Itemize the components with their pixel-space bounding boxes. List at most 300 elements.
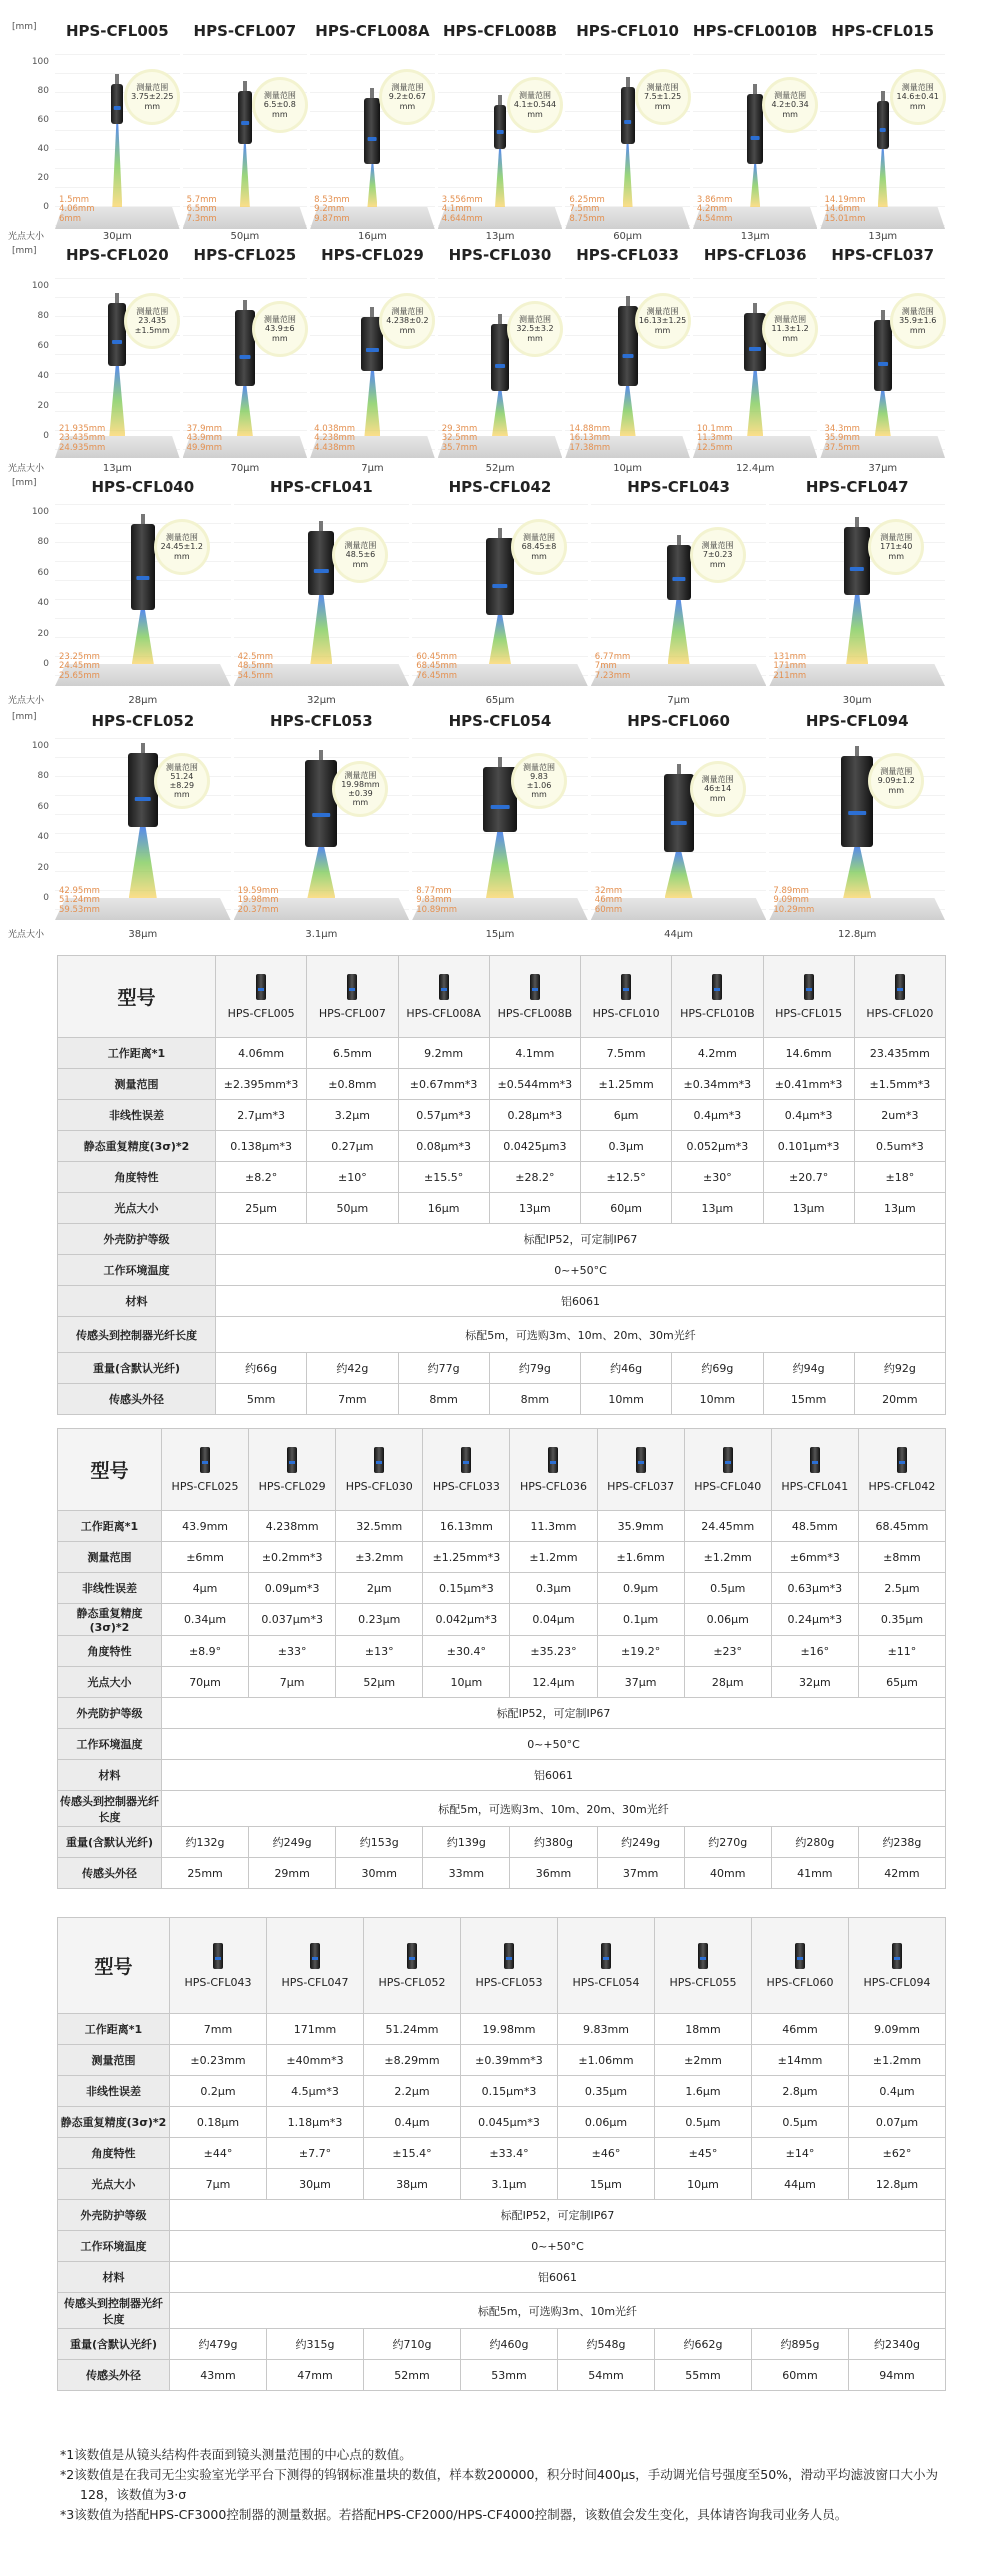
light-beam-icon (489, 615, 511, 664)
working-distance-value: 4.438mm (314, 443, 356, 454)
spec-value: 53mm (461, 2360, 558, 2391)
spec-value: 0.34μm (162, 1604, 249, 1636)
sensor-thumbnail-icon (548, 1447, 558, 1473)
model-cell (249, 1429, 336, 1511)
working-distance-labels (59, 425, 105, 454)
light-beam-icon (367, 164, 377, 207)
y-axis-tick: 60 (37, 115, 49, 125)
y-axis (10, 478, 55, 706)
y-axis-unit: [mm] (12, 246, 37, 256)
panel-plot (565, 278, 690, 458)
model-name: HPS-CFL042 (868, 1479, 936, 1493)
working-distance-value: 34.3mm (824, 423, 860, 434)
sensor-head-icon (238, 91, 252, 144)
range-text: 51.24 (170, 771, 194, 781)
y-axis-tick: 20 (37, 173, 49, 183)
working-distance-value: 10.29mm (773, 905, 815, 916)
spec-value: ±1.2mm (849, 2045, 946, 2076)
light-beam-icon (623, 144, 633, 207)
row-label: 重量(含默认光纤) (58, 1353, 216, 1384)
spec-value: 0.07μm (849, 2107, 946, 2138)
spec-value: 30mm (336, 1858, 423, 1889)
range-text: 7.5±1.25 (643, 92, 682, 102)
panel-model-name: HPS-CFL033 (576, 246, 679, 264)
spec-value: ±14° (752, 2138, 849, 2169)
working-distance-value: 23.435mm (59, 433, 106, 444)
spec-value: 7mm (170, 2014, 267, 2045)
light-beam-icon (875, 391, 891, 436)
sensor-thumbnail-icon (698, 1943, 708, 1969)
spec-value: 0.045μm*3 (461, 2107, 558, 2138)
spec-value: 10mm (672, 1384, 763, 1415)
y-axis (10, 712, 55, 940)
working-distance-value: 14.6mm (824, 204, 860, 215)
spec-value: 0.2μm (170, 2076, 267, 2107)
range-text: 68.45±8 (521, 542, 557, 552)
spec-value: 0.4μm*3 (763, 1100, 854, 1131)
model-name: HPS-CFL036 (519, 1479, 587, 1493)
spec-value: 25μm (216, 1193, 307, 1224)
range-text: mm (709, 559, 726, 569)
range-text: 测量范围 (880, 767, 913, 777)
working-distance-labels (595, 653, 631, 682)
range-text: 测量范围 (344, 541, 377, 551)
y-axis-tick: 80 (37, 86, 49, 96)
panel-plot (820, 278, 945, 458)
sensor-panel (438, 246, 563, 474)
spec-value: 25mm (162, 1858, 249, 1889)
y-axis-tick: 40 (37, 832, 49, 843)
model-name: HPS-CFL037 (607, 1479, 675, 1493)
measurement-range-bubble (255, 304, 305, 354)
working-distance-value: 76.45mm (416, 671, 458, 682)
working-distance-labels (314, 196, 350, 225)
range-text: 测量范围 (391, 307, 424, 317)
y-axis-tick: 20 (37, 862, 49, 873)
spec-value: 48.5mm (771, 1511, 858, 1542)
spec-value: ±0.2mm*3 (249, 1542, 336, 1573)
sensor-thumbnail-icon (892, 1943, 902, 1969)
spec-value: 0.5μm (752, 2107, 849, 2138)
spot-size-value: 7μm (667, 695, 690, 706)
model-label: 型号 (58, 1429, 162, 1511)
panel-strip (55, 22, 945, 242)
spot-size-value: 37μm (868, 463, 898, 474)
spec-value: 2.2μm (364, 2076, 461, 2107)
model-cell (170, 1918, 267, 2014)
spec-value: 52mm (364, 2360, 461, 2391)
spot-size-value: 50μm (230, 231, 260, 242)
panel-model-name: HPS-CFL0010B (692, 22, 818, 40)
shared-spec-value: 0~+50°C (162, 1729, 946, 1760)
spec-value: 0.35μm (558, 2076, 655, 2107)
spec-value: 约46g (581, 1353, 672, 1384)
panel-plot (591, 504, 767, 686)
sensor-thumbnail-icon (213, 1943, 223, 1969)
spec-value: 0.08μm*3 (398, 1131, 489, 1162)
row-label: 传感头外径 (58, 2360, 170, 2391)
spec-value: ±8.2° (216, 1162, 307, 1193)
model-label: 型号 (58, 956, 216, 1038)
measurement-range-bubble (514, 756, 564, 806)
spot-size-value: 13μm (485, 231, 515, 242)
light-beam-icon (132, 610, 154, 664)
row-label: 材料 (58, 1286, 216, 1317)
working-distance-labels (773, 653, 806, 682)
spec-value: 13μm (672, 1193, 763, 1224)
shared-spec-value: 铝6061 (162, 1760, 946, 1791)
light-beam-icon (364, 371, 380, 436)
working-distance-value: 23.25mm (59, 651, 100, 662)
working-distance-value: 51.24mm (59, 895, 100, 906)
range-text: 11.3±1.2 (771, 324, 809, 334)
row-label: 测量范围 (58, 1542, 162, 1573)
spec-value: 4.2mm (672, 1038, 763, 1069)
spot-size-value: 13μm (740, 231, 770, 242)
range-text: mm (709, 793, 726, 803)
spec-value: 4.1mm (489, 1038, 580, 1069)
range-text: mm (531, 790, 547, 800)
range-text: 测量范围 (774, 315, 807, 325)
light-beam-icon (486, 832, 514, 898)
panel-model-name: HPS-CFL053 (270, 712, 373, 730)
model-name: HPS-CFL015 (775, 1006, 843, 1020)
spec-value: ±1.2mm (510, 1542, 597, 1573)
spec-value: 37μm (597, 1667, 684, 1698)
row-label: 传感头到控制器光纤长度 (58, 2293, 170, 2329)
working-distance-labels (697, 425, 733, 454)
working-distance-value: 4.644mm (441, 214, 483, 225)
row-label: 角度特性 (58, 2138, 170, 2169)
range-text: mm (272, 333, 288, 343)
panel-plot (565, 54, 690, 229)
spec-value: ±1.25mm*3 (423, 1542, 510, 1573)
spec-value: 约2340g (849, 2329, 946, 2360)
working-distance-value: 68.45mm (416, 661, 458, 672)
working-distance-value: 32mm (594, 885, 623, 896)
spec-value: 16μm (398, 1193, 489, 1224)
panel-model-name: HPS-CFL054 (448, 712, 552, 730)
model-name: HPS-CFL010B (680, 1006, 755, 1020)
light-beam-icon (237, 386, 253, 436)
light-beam-icon (620, 386, 636, 436)
range-text: 测量范围 (136, 307, 169, 317)
shared-spec-value: 标配IP52，可定制IP67 (162, 1698, 946, 1729)
spot-size-value: 10μm (613, 463, 643, 474)
working-distance-labels (442, 196, 483, 225)
spec-value: 1.18μm*3 (267, 2107, 364, 2138)
working-distance-labels (442, 425, 478, 454)
sensor-thumbnail-icon (601, 1943, 611, 1969)
row-label: 材料 (58, 1760, 162, 1791)
panel-plot (234, 738, 410, 920)
panel-plot (310, 54, 435, 229)
spec-value: ±18° (854, 1162, 945, 1193)
spec-row (58, 1573, 946, 1604)
spec-value: 约280g (771, 1827, 858, 1858)
shared-spec-value: 标配5m，可选购3m、10m光纤 (170, 2293, 946, 2329)
spec-value: ±14mm (752, 2045, 849, 2076)
range-text: mm (174, 790, 190, 800)
working-distance-value: 4.2mm (696, 204, 727, 215)
working-distance-labels (416, 887, 457, 916)
spec-value: 约132g (162, 1827, 249, 1858)
sensor-thumbnail-icon (795, 1943, 805, 1969)
y-axis-tick: 100 (31, 281, 49, 291)
spec-value: 13μm (763, 1193, 854, 1224)
sensor-head-icon (235, 310, 255, 386)
y-axis-tick: 80 (37, 311, 49, 321)
light-beam-icon (750, 164, 760, 207)
light-beam-icon (240, 144, 250, 207)
spec-value: 0.4μm (849, 2076, 946, 2107)
working-distance-value: 59.53mm (59, 905, 100, 916)
spec-value: ±0.8mm (307, 1069, 398, 1100)
model-name: HPS-CFL007 (318, 1006, 386, 1020)
panel-plot (55, 278, 180, 458)
y-axis-tick: 40 (37, 371, 49, 381)
sensor-panel (55, 22, 180, 242)
spec-table (57, 1917, 946, 2391)
spec-value: 9.83mm (558, 2014, 655, 2045)
spec-value: 0.9μm (597, 1573, 684, 1604)
spec-value: 2.7μm*3 (216, 1100, 307, 1131)
spec-value: 9.09mm (849, 2014, 946, 2045)
sensor-thumbnail-icon (530, 974, 540, 1000)
spec-value: 54mm (558, 2360, 655, 2391)
panel-model-name: HPS-CFL052 (91, 712, 195, 730)
panel-model-name: HPS-CFL040 (91, 478, 195, 496)
spec-value: ±0.23mm (170, 2045, 267, 2076)
spec-value: ±6mm (162, 1542, 249, 1573)
spec-value: 约895g (752, 2329, 849, 2360)
range-text: 9.09±1.2 (877, 776, 915, 786)
spec-value: 约249g (249, 1827, 336, 1858)
model-name: HPS-CFL052 (378, 1975, 446, 1989)
spot-size-label: 光点大小 (8, 464, 45, 474)
spec-value: 0.04μm (510, 1604, 597, 1636)
y-axis-tick: 40 (37, 144, 49, 154)
light-beam-icon (307, 847, 335, 898)
range-text: mm (527, 109, 543, 119)
spec-value: 0.18μm (170, 2107, 267, 2138)
shared-spec-row (58, 1698, 946, 1729)
spec-value: 0.35μm (858, 1604, 945, 1636)
spec-value: ±44° (170, 2138, 267, 2169)
model-cell (162, 1429, 249, 1511)
shared-spec-value: 标配IP52，可定制IP67 (170, 2200, 946, 2231)
measurement-range-bubble (765, 80, 815, 130)
spot-size-value: 65μm (485, 695, 515, 706)
spec-row (58, 2014, 946, 2045)
spec-value: 43mm (170, 2360, 267, 2391)
row-label: 角度特性 (58, 1636, 162, 1667)
panel-model-name: HPS-CFL037 (831, 246, 935, 264)
spot-size-value: 16μm (358, 231, 387, 242)
spec-value: 约92g (854, 1353, 945, 1384)
y-axis-tick: 20 (37, 628, 49, 639)
model-cell (267, 1918, 364, 2014)
spec-value: ±8.29mm (364, 2045, 461, 2076)
panel-plot (438, 54, 563, 229)
spec-value: 2um*3 (854, 1100, 945, 1131)
panel-model-name: HPS-CFL010 (576, 22, 679, 40)
row-label: 光点大小 (58, 2169, 170, 2200)
range-text: 23.435 (138, 316, 167, 326)
model-cell (398, 956, 489, 1038)
spec-value: 33mm (423, 1858, 510, 1889)
working-distance-value: 46mm (594, 895, 623, 906)
spec-value: 52μm (336, 1667, 423, 1698)
sensor-head-icon (877, 101, 889, 149)
spec-value: ±62° (849, 2138, 946, 2169)
range-text: 测量范围 (901, 83, 934, 93)
working-distance-value: 32.5mm (441, 433, 478, 444)
sensor-thumbnail-icon (636, 1447, 646, 1473)
range-text: 测量范围 (523, 533, 556, 543)
light-beam-icon (668, 600, 690, 664)
spec-value: 约139g (423, 1827, 510, 1858)
sensor-head-icon (494, 105, 506, 149)
spec-value: 约238g (858, 1827, 945, 1858)
chart-row (8, 22, 945, 242)
row-label: 工作环境温度 (58, 2231, 170, 2262)
range-text: 测量范围 (391, 83, 424, 93)
sensor-head-icon (131, 524, 155, 610)
sensor-thumbnail-icon (723, 1447, 733, 1473)
footnote: *1该数值是从镜头结构件表面到镜头测量范围的中心点的数值。 (60, 2447, 412, 2462)
spot-size-value: 32μm (306, 695, 336, 706)
spec-value: 0.06μm (558, 2107, 655, 2138)
spec-value: 0.28μm*3 (489, 1100, 580, 1131)
y-axis-tick: 0 (43, 431, 49, 441)
sensor-panel (591, 712, 767, 940)
working-distance-labels (59, 653, 100, 682)
spec-value: ±13° (336, 1636, 423, 1667)
measurement-range-bubble (510, 80, 560, 130)
shared-spec-row (58, 1255, 946, 1286)
sensor-panel (310, 22, 435, 242)
panel-plot (55, 738, 231, 920)
spec-value: 约460g (461, 2329, 558, 2360)
model-cell (336, 1429, 423, 1511)
spec-value: 0.052μm*3 (672, 1131, 763, 1162)
range-text: mm (399, 325, 416, 335)
sensor-head-icon (664, 774, 694, 852)
spec-value: ±33.4° (461, 2138, 558, 2169)
measurement-range-bubble (693, 530, 743, 580)
spec-value: 3.1μm (461, 2169, 558, 2200)
light-beam-icon (495, 149, 505, 207)
spec-value: ±1.5mm*3 (854, 1069, 945, 1100)
working-distance-value: 7.23mm (594, 671, 631, 682)
working-distance-value: 21.935mm (59, 423, 106, 434)
spec-value: 46mm (752, 2014, 849, 2045)
shared-spec-value: 0~+50°C (170, 2231, 946, 2262)
row-label: 外壳防护等级 (58, 1698, 162, 1729)
row-label: 非线性误差 (58, 2076, 170, 2107)
sensor-head-icon (667, 545, 691, 600)
spec-value: 32μm (771, 1667, 858, 1698)
model-cell (655, 1918, 752, 2014)
working-distance-value: 131mm (773, 651, 807, 662)
model-name: HPS-CFL020 (866, 1006, 934, 1020)
spot-size-value: 13μm (102, 463, 132, 474)
working-distance-labels (238, 887, 279, 916)
working-distance-value: 49.9mm (186, 443, 223, 454)
spec-value: 0.0425μm3 (489, 1131, 580, 1162)
spec-value: 15μm (558, 2169, 655, 2200)
range-text: ±1.5mm (134, 325, 170, 335)
range-text: mm (782, 109, 798, 119)
panel-plot (693, 54, 818, 229)
shared-spec-row (58, 1224, 946, 1255)
y-axis-tick: 60 (37, 341, 49, 351)
model-label: 型号 (58, 1918, 170, 2014)
sensor-panel (412, 478, 588, 706)
y-axis-tick: 40 (37, 598, 49, 609)
light-beam-icon (492, 391, 508, 436)
row-label: 静态重复精度(3σ)*2 (58, 1604, 162, 1636)
spec-row (58, 2076, 946, 2107)
row-label: 光点大小 (58, 1667, 162, 1698)
spec-value: ±8.9° (162, 1636, 249, 1667)
sensor-head-icon (618, 306, 638, 386)
panel-plot (234, 504, 410, 686)
working-distance-value: 7.89mm (773, 885, 809, 896)
y-axis-unit: [mm] (12, 478, 37, 488)
sensor-head-icon (486, 538, 514, 615)
shared-spec-row (58, 2293, 946, 2329)
spec-value: 约42g (307, 1353, 398, 1384)
sensor-thumbnail-icon (439, 974, 449, 1000)
spec-value: ±0.67mm*3 (398, 1069, 489, 1100)
spec-row (58, 1353, 946, 1384)
model-name: HPS-CFL040 (694, 1479, 762, 1493)
model-name: HPS-CFL033 (432, 1479, 500, 1493)
spec-value: ±1.6mm (597, 1542, 684, 1573)
sensor-panel (310, 246, 435, 474)
working-distance-value: 17.38mm (569, 443, 611, 454)
light-beam-icon (112, 124, 122, 207)
range-text: 测量范围 (646, 83, 679, 93)
range-text: 16.13±1.25 (638, 316, 687, 326)
spec-value: ±11° (858, 1636, 945, 1667)
range-text: mm (352, 798, 369, 808)
working-distance-value: 3.86mm (696, 194, 733, 205)
y-axis-tick: 60 (37, 801, 49, 812)
spec-value: 13μm (854, 1193, 945, 1224)
model-cell (771, 1429, 858, 1511)
model-cell (423, 1429, 510, 1511)
range-text: mm (909, 325, 926, 335)
model-cell (684, 1429, 771, 1511)
footnotes (60, 2445, 940, 2525)
footnote: *3该数值为搭配HPS-CF3000控制器的测量数据。若搭配HPS-CF2000/HPS-CF4000控制器，该数值会发生变化，具体请咨询我司业务人员。 (60, 2507, 848, 2522)
working-distance-labels (569, 196, 605, 225)
spec-value: 0.09μm*3 (249, 1573, 336, 1604)
working-distance-labels (238, 653, 274, 682)
panel-model-name: HPS-CFL043 (627, 478, 730, 496)
sensor-panel (693, 22, 818, 242)
row-label: 材料 (58, 2262, 170, 2293)
range-text: 测量范围 (901, 307, 934, 317)
spec-value: 29mm (249, 1858, 336, 1889)
chart-row (8, 246, 945, 474)
spot-size-value: 30μm (842, 695, 872, 706)
spec-table (57, 1428, 946, 1889)
working-distance-labels (59, 887, 100, 916)
